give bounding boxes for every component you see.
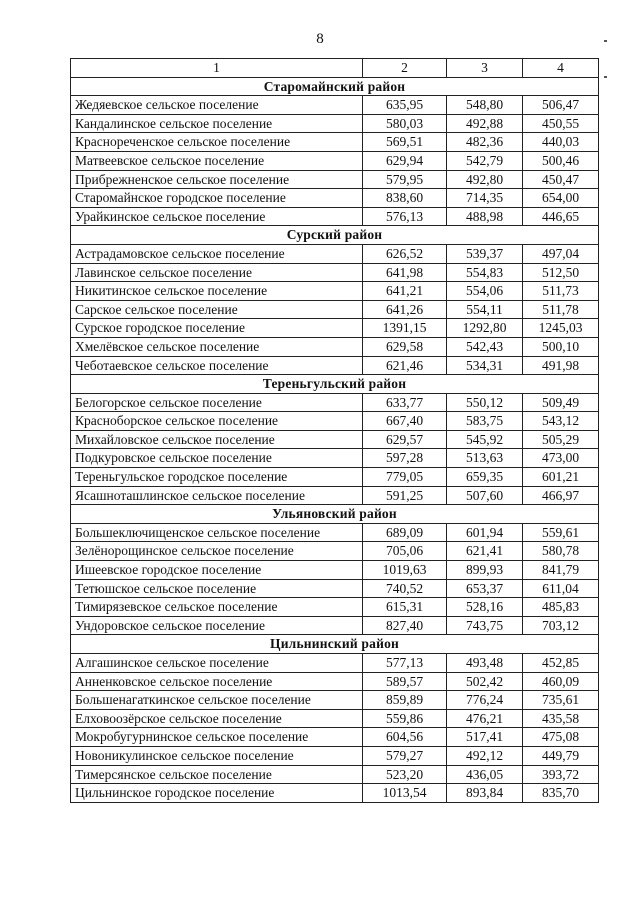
value-col-4: 466,97 xyxy=(523,486,599,505)
table-row xyxy=(71,133,599,152)
value-col-3: 542,79 xyxy=(447,151,523,170)
value-col-3: 554,11 xyxy=(447,300,523,319)
scan-mark xyxy=(604,76,607,78)
table-row xyxy=(71,616,599,635)
value-col-3: 548,80 xyxy=(447,96,523,115)
value-col-4: 449,79 xyxy=(523,746,599,765)
table-row xyxy=(71,430,599,449)
district-name: Ульяновский район xyxy=(71,505,599,524)
table-row xyxy=(71,337,599,356)
value-col-3: 1292,80 xyxy=(447,319,523,338)
value-col-2: 615,31 xyxy=(363,598,447,617)
value-col-2: 569,51 xyxy=(363,133,447,152)
table-body xyxy=(71,77,599,802)
value-col-4: 452,85 xyxy=(523,654,599,673)
value-col-4: 446,65 xyxy=(523,207,599,226)
settlement-name: Мокробугурнинское сельское поселение xyxy=(71,728,363,747)
value-col-3: 492,12 xyxy=(447,746,523,765)
value-col-4: 435,58 xyxy=(523,709,599,728)
district-name: Сурский район xyxy=(71,226,599,245)
table-row xyxy=(71,189,599,208)
value-col-4: 511,73 xyxy=(523,282,599,301)
scan-mark xyxy=(604,40,607,42)
value-col-2: 838,60 xyxy=(363,189,447,208)
district-header-row xyxy=(71,375,599,394)
value-col-4: 703,12 xyxy=(523,616,599,635)
value-col-2: 626,52 xyxy=(363,244,447,263)
value-col-4: 500,46 xyxy=(523,151,599,170)
settlement-name: Цильнинское городское поселение xyxy=(71,784,363,803)
table-row xyxy=(71,114,599,133)
value-col-3: 493,48 xyxy=(447,654,523,673)
table-row xyxy=(71,542,599,561)
settlement-name: Урайкинское сельское поселение xyxy=(71,207,363,226)
column-header: 1 xyxy=(71,59,363,78)
value-col-2: 579,95 xyxy=(363,170,447,189)
table-row xyxy=(71,96,599,115)
settlement-name: Краснореченское сельское поселение xyxy=(71,133,363,152)
value-col-2: 629,57 xyxy=(363,430,447,449)
value-col-4: 440,03 xyxy=(523,133,599,152)
value-col-3: 492,88 xyxy=(447,114,523,133)
value-col-4: 543,12 xyxy=(523,412,599,431)
value-col-2: 523,20 xyxy=(363,765,447,784)
district-header-row xyxy=(71,77,599,96)
table-row xyxy=(71,579,599,598)
district-name: Цильнинский район xyxy=(71,635,599,654)
value-col-4: 601,21 xyxy=(523,468,599,487)
value-col-2: 859,89 xyxy=(363,691,447,710)
value-col-3: 476,21 xyxy=(447,709,523,728)
value-col-3: 621,41 xyxy=(447,542,523,561)
table-row xyxy=(71,244,599,263)
table-row xyxy=(71,654,599,673)
settlement-name: Белогорское сельское поселение xyxy=(71,393,363,412)
value-col-2: 629,94 xyxy=(363,151,447,170)
settlement-name: Анненковское сельское поселение xyxy=(71,672,363,691)
value-col-3: 601,94 xyxy=(447,523,523,542)
table-row xyxy=(71,170,599,189)
tariff-table-container xyxy=(70,58,598,803)
settlement-name: Тереньгульское городское поселение xyxy=(71,468,363,487)
value-col-3: 659,35 xyxy=(447,468,523,487)
value-col-2: 641,26 xyxy=(363,300,447,319)
value-col-4: 485,83 xyxy=(523,598,599,617)
value-col-2: 635,95 xyxy=(363,96,447,115)
value-col-4: 505,29 xyxy=(523,430,599,449)
value-col-4: 580,78 xyxy=(523,542,599,561)
table-header-row xyxy=(71,59,599,78)
value-col-3: 492,80 xyxy=(447,170,523,189)
value-col-2: 580,03 xyxy=(363,114,447,133)
table-row xyxy=(71,728,599,747)
column-header: 3 xyxy=(447,59,523,78)
value-col-2: 1019,63 xyxy=(363,561,447,580)
value-col-4: 559,61 xyxy=(523,523,599,542)
district-name: Тереньгульский район xyxy=(71,375,599,394)
value-col-3: 542,43 xyxy=(447,337,523,356)
value-col-4: 511,78 xyxy=(523,300,599,319)
settlement-name: Жедяевское сельское поселение xyxy=(71,96,363,115)
settlement-name: Никитинское сельское поселение xyxy=(71,282,363,301)
value-col-4: 450,55 xyxy=(523,114,599,133)
value-col-3: 545,92 xyxy=(447,430,523,449)
value-col-4: 475,08 xyxy=(523,728,599,747)
value-col-4: 506,47 xyxy=(523,96,599,115)
value-col-4: 1245,03 xyxy=(523,319,599,338)
value-col-3: 517,41 xyxy=(447,728,523,747)
value-col-2: 779,05 xyxy=(363,468,447,487)
district-header-row xyxy=(71,505,599,524)
value-col-2: 629,58 xyxy=(363,337,447,356)
settlement-name: Большенагаткинское сельское поселение xyxy=(71,691,363,710)
value-col-2: 633,77 xyxy=(363,393,447,412)
value-col-4: 509,49 xyxy=(523,393,599,412)
value-col-2: 589,57 xyxy=(363,672,447,691)
value-col-2: 604,56 xyxy=(363,728,447,747)
value-col-4: 473,00 xyxy=(523,449,599,468)
value-col-4: 735,61 xyxy=(523,691,599,710)
table-row xyxy=(71,263,599,282)
table-row xyxy=(71,746,599,765)
settlement-name: Ишеевское городское поселение xyxy=(71,561,363,580)
table-row xyxy=(71,300,599,319)
table-row xyxy=(71,319,599,338)
value-col-3: 534,31 xyxy=(447,356,523,375)
value-col-4: 835,70 xyxy=(523,784,599,803)
value-col-2: 667,40 xyxy=(363,412,447,431)
value-col-4: 497,04 xyxy=(523,244,599,263)
table-row xyxy=(71,151,599,170)
table-row xyxy=(71,784,599,803)
value-col-2: 597,28 xyxy=(363,449,447,468)
settlement-name: Старомайнское городское поселение xyxy=(71,189,363,208)
value-col-3: 893,84 xyxy=(447,784,523,803)
table-row xyxy=(71,449,599,468)
value-col-4: 500,10 xyxy=(523,337,599,356)
settlement-name: Елховоозёрское сельское поселение xyxy=(71,709,363,728)
settlement-name: Тимирязевское сельское поселение xyxy=(71,598,363,617)
settlement-name: Чеботаевское сельское поселение xyxy=(71,356,363,375)
value-col-2: 1391,15 xyxy=(363,319,447,338)
settlement-name: Астрадамовское сельское поселение xyxy=(71,244,363,263)
value-col-2: 577,13 xyxy=(363,654,447,673)
value-col-4: 512,50 xyxy=(523,263,599,282)
value-col-2: 1013,54 xyxy=(363,784,447,803)
settlement-name: Матвеевское сельское поселение xyxy=(71,151,363,170)
value-col-2: 559,86 xyxy=(363,709,447,728)
settlement-name: Красноборское сельское поселение xyxy=(71,412,363,431)
settlement-name: Ясашноташлинское сельское поселение xyxy=(71,486,363,505)
value-col-2: 705,06 xyxy=(363,542,447,561)
settlement-name: Прибрежненское сельское поселение xyxy=(71,170,363,189)
value-col-3: 776,24 xyxy=(447,691,523,710)
table-row xyxy=(71,561,599,580)
settlement-name: Новоникулинское сельское поселение xyxy=(71,746,363,765)
value-col-3: 436,05 xyxy=(447,765,523,784)
settlement-name: Сурское городское поселение xyxy=(71,319,363,338)
table-row xyxy=(71,672,599,691)
value-col-4: 460,09 xyxy=(523,672,599,691)
district-name: Старомайнский район xyxy=(71,77,599,96)
settlement-name: Хмелёвское сельское поселение xyxy=(71,337,363,356)
table-row xyxy=(71,393,599,412)
table-row xyxy=(71,691,599,710)
table-row xyxy=(71,765,599,784)
table-row xyxy=(71,282,599,301)
value-col-3: 550,12 xyxy=(447,393,523,412)
table-row xyxy=(71,709,599,728)
settlement-name: Подкуровское сельское поселение xyxy=(71,449,363,468)
settlement-name: Тетюшское сельское поселение xyxy=(71,579,363,598)
value-col-3: 899,93 xyxy=(447,561,523,580)
value-col-3: 554,83 xyxy=(447,263,523,282)
value-col-4: 611,04 xyxy=(523,579,599,598)
value-col-3: 513,63 xyxy=(447,449,523,468)
value-col-3: 488,98 xyxy=(447,207,523,226)
value-col-2: 591,25 xyxy=(363,486,447,505)
value-col-3: 539,37 xyxy=(447,244,523,263)
column-header: 2 xyxy=(363,59,447,78)
page-number: 8 xyxy=(316,31,324,47)
settlement-name: Кандалинское сельское поселение xyxy=(71,114,363,133)
district-header-row xyxy=(71,226,599,245)
settlement-name: Большеключищенское сельское поселение xyxy=(71,523,363,542)
value-col-3: 554,06 xyxy=(447,282,523,301)
value-col-3: 653,37 xyxy=(447,579,523,598)
settlement-name: Лавинское сельское поселение xyxy=(71,263,363,282)
value-col-2: 576,13 xyxy=(363,207,447,226)
table-row xyxy=(71,356,599,375)
table-row xyxy=(71,523,599,542)
value-col-3: 482,36 xyxy=(447,133,523,152)
value-col-2: 641,98 xyxy=(363,263,447,282)
value-col-2: 689,09 xyxy=(363,523,447,542)
value-col-3: 528,16 xyxy=(447,598,523,617)
value-col-2: 740,52 xyxy=(363,579,447,598)
settlement-name: Ундоровское сельское поселение xyxy=(71,616,363,635)
value-col-4: 393,72 xyxy=(523,765,599,784)
value-col-2: 641,21 xyxy=(363,282,447,301)
column-header: 4 xyxy=(523,59,599,78)
value-col-4: 841,79 xyxy=(523,561,599,580)
table-row xyxy=(71,207,599,226)
table-row xyxy=(71,598,599,617)
value-col-3: 714,35 xyxy=(447,189,523,208)
table-row xyxy=(71,486,599,505)
settlement-name: Зелёнорощинское сельское поселение xyxy=(71,542,363,561)
tariff-table xyxy=(70,58,599,803)
district-header-row xyxy=(71,635,599,654)
value-col-3: 583,75 xyxy=(447,412,523,431)
settlement-name: Сарское сельское поселение xyxy=(71,300,363,319)
table-row xyxy=(71,468,599,487)
value-col-4: 450,47 xyxy=(523,170,599,189)
value-col-3: 743,75 xyxy=(447,616,523,635)
value-col-3: 507,60 xyxy=(447,486,523,505)
settlement-name: Тимерсянское сельское поселение xyxy=(71,765,363,784)
settlement-name: Михайловское сельское поселение xyxy=(71,430,363,449)
value-col-2: 827,40 xyxy=(363,616,447,635)
value-col-3: 502,42 xyxy=(447,672,523,691)
value-col-4: 654,00 xyxy=(523,189,599,208)
table-row xyxy=(71,412,599,431)
value-col-4: 491,98 xyxy=(523,356,599,375)
value-col-2: 579,27 xyxy=(363,746,447,765)
settlement-name: Алгашинское сельское поселение xyxy=(71,654,363,673)
value-col-2: 621,46 xyxy=(363,356,447,375)
